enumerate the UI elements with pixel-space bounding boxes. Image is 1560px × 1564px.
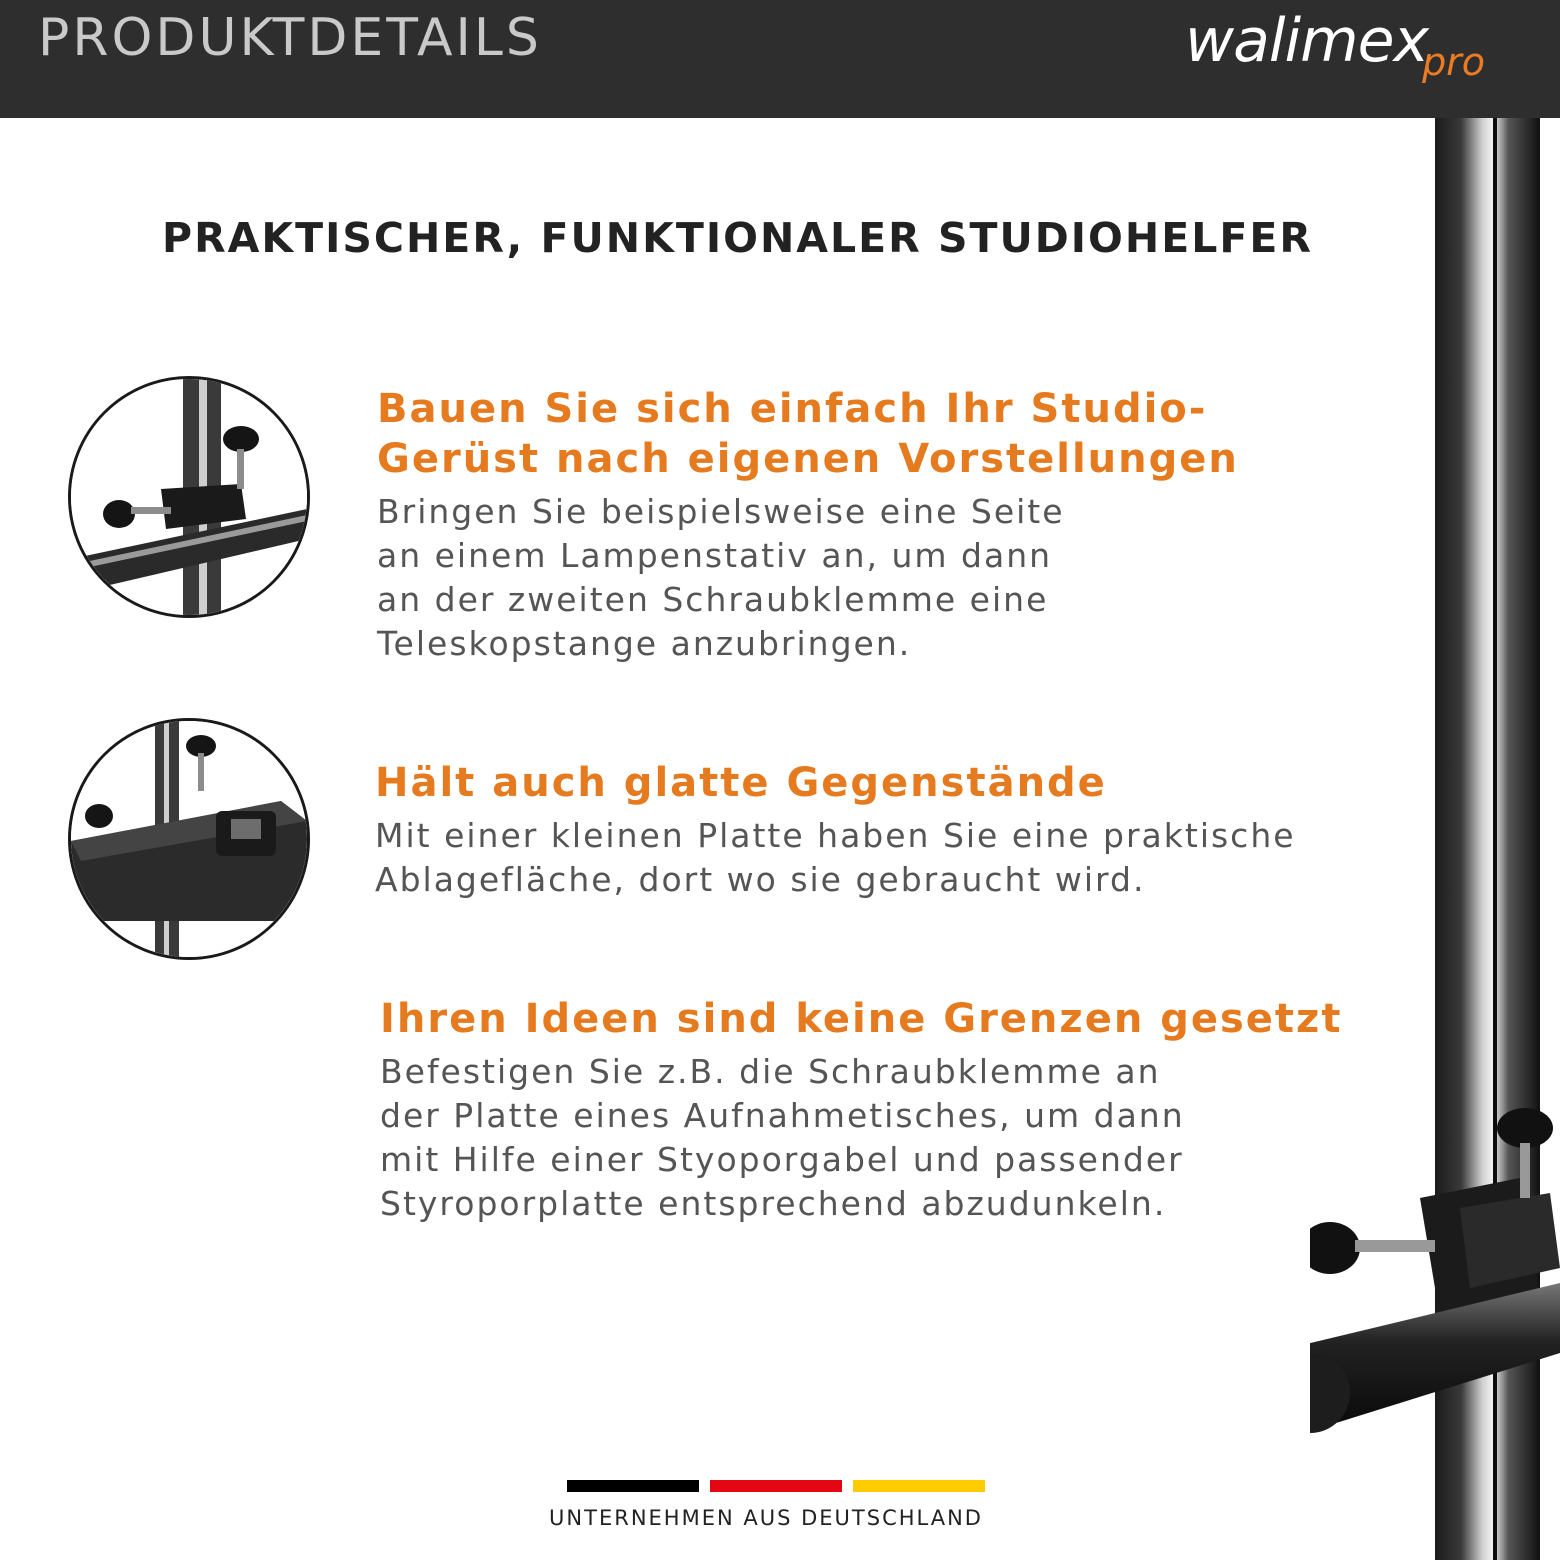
section-body-line: an der zweiten Schraubklemme eine (377, 580, 1049, 619)
section-body-line: der Platte eines Aufnahmetisches, um dann (380, 1096, 1185, 1135)
section-body-line: mit Hilfe einer Styoporgabel und passender (380, 1140, 1184, 1179)
section-studio-geruest (377, 384, 1239, 666)
thumbnail-clamp-crossbar (68, 376, 310, 618)
section-body (375, 814, 1296, 902)
section-body-line: Styroporplatte entsprechend abzudunkeln. (380, 1184, 1167, 1223)
footer-company-origin: UNTERNEHMEN AUS DEUTSCHLAND (549, 1506, 983, 1530)
section-body-line: Mit einer kleinen Platte haben Sie eine praktische (375, 816, 1296, 855)
section-body (377, 490, 1239, 666)
section-body-line: an einem Lampenstativ an, um dann (377, 536, 1053, 575)
section-body-line: Teleskopstange anzubringen. (377, 624, 912, 663)
page-title: PRODUKTDETAILS (38, 8, 542, 68)
section-title (380, 994, 1342, 1044)
section-body-line: Bringen Sie beispielsweise eine Seite (377, 492, 1065, 531)
section-glatte-gegenstaende (375, 758, 1296, 902)
logo-wordmark: walimex (1185, 6, 1429, 76)
flag-stripe-red (710, 1480, 842, 1492)
section-body (380, 1050, 1342, 1226)
section-body-line: Ablagefläche, dort wo sie gebraucht wird. (375, 860, 1146, 899)
section-title (377, 384, 1239, 484)
section-title-line: Hält auch glatte Gegenstände (375, 760, 1107, 806)
section-title-line: Gerüst nach eigenen Vorstellungen (377, 436, 1239, 482)
brand-logo (1185, 6, 1491, 86)
flag-stripe-gold (853, 1480, 985, 1492)
main-heading: PRAKTISCHER, FUNKTIONALER STUDIOHELFER (162, 214, 1313, 262)
logo-pro-suffix: pro (1422, 40, 1486, 84)
section-body-line: Befestigen Sie z.B. die Schraubklemme an (380, 1052, 1161, 1091)
section-title (375, 758, 1296, 808)
product-photo-pole (1310, 118, 1560, 1560)
section-title-line: Bauen Sie sich einfach Ihr Studio- (377, 386, 1208, 432)
header-bar (0, 0, 1560, 118)
section-keine-grenzen (380, 994, 1342, 1226)
section-title-line: Ihren Ideen sind keine Grenzen gesetzt (380, 996, 1343, 1042)
thumbnail-clamp-plate (68, 718, 310, 960)
flag-stripe-black (567, 1480, 699, 1492)
